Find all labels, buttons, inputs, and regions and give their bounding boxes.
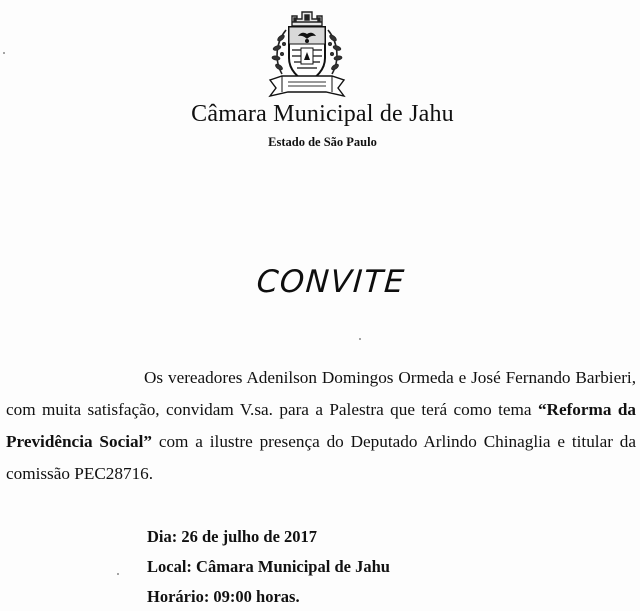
municipal-coat-of-arms-icon [262,8,352,100]
paragraph-text-before: Os vereadores Adenilson Domingos Ormeda e José Fernando Barbieri, com muita satisfação, convidam V.sa. para a Palestra que terá como tema [6,368,636,419]
scan-speck [359,338,361,340]
event-date: Dia: 26 de julho de 2017 [147,527,318,546]
scan-speck [3,52,5,54]
event-location: Local: Câmara Municipal de Jahu [147,557,390,576]
state-name: Estado de São Paulo [268,135,377,149]
document-title: CONVITE [255,264,407,300]
event-time: Horário: 09:00 horas. [147,587,300,606]
event-details [147,522,390,612]
invitation-paragraph [6,362,636,490]
chamber-name: Câmara Municipal de Jahu [191,101,454,127]
scan-speck [117,573,119,575]
lecture-theme: “Reforma da Previdência Social” [6,400,636,451]
paragraph-text-after: com a ilustre presença do Deputado Arlindo Chinaglia e titular da comissão PEC28716. [6,432,637,483]
